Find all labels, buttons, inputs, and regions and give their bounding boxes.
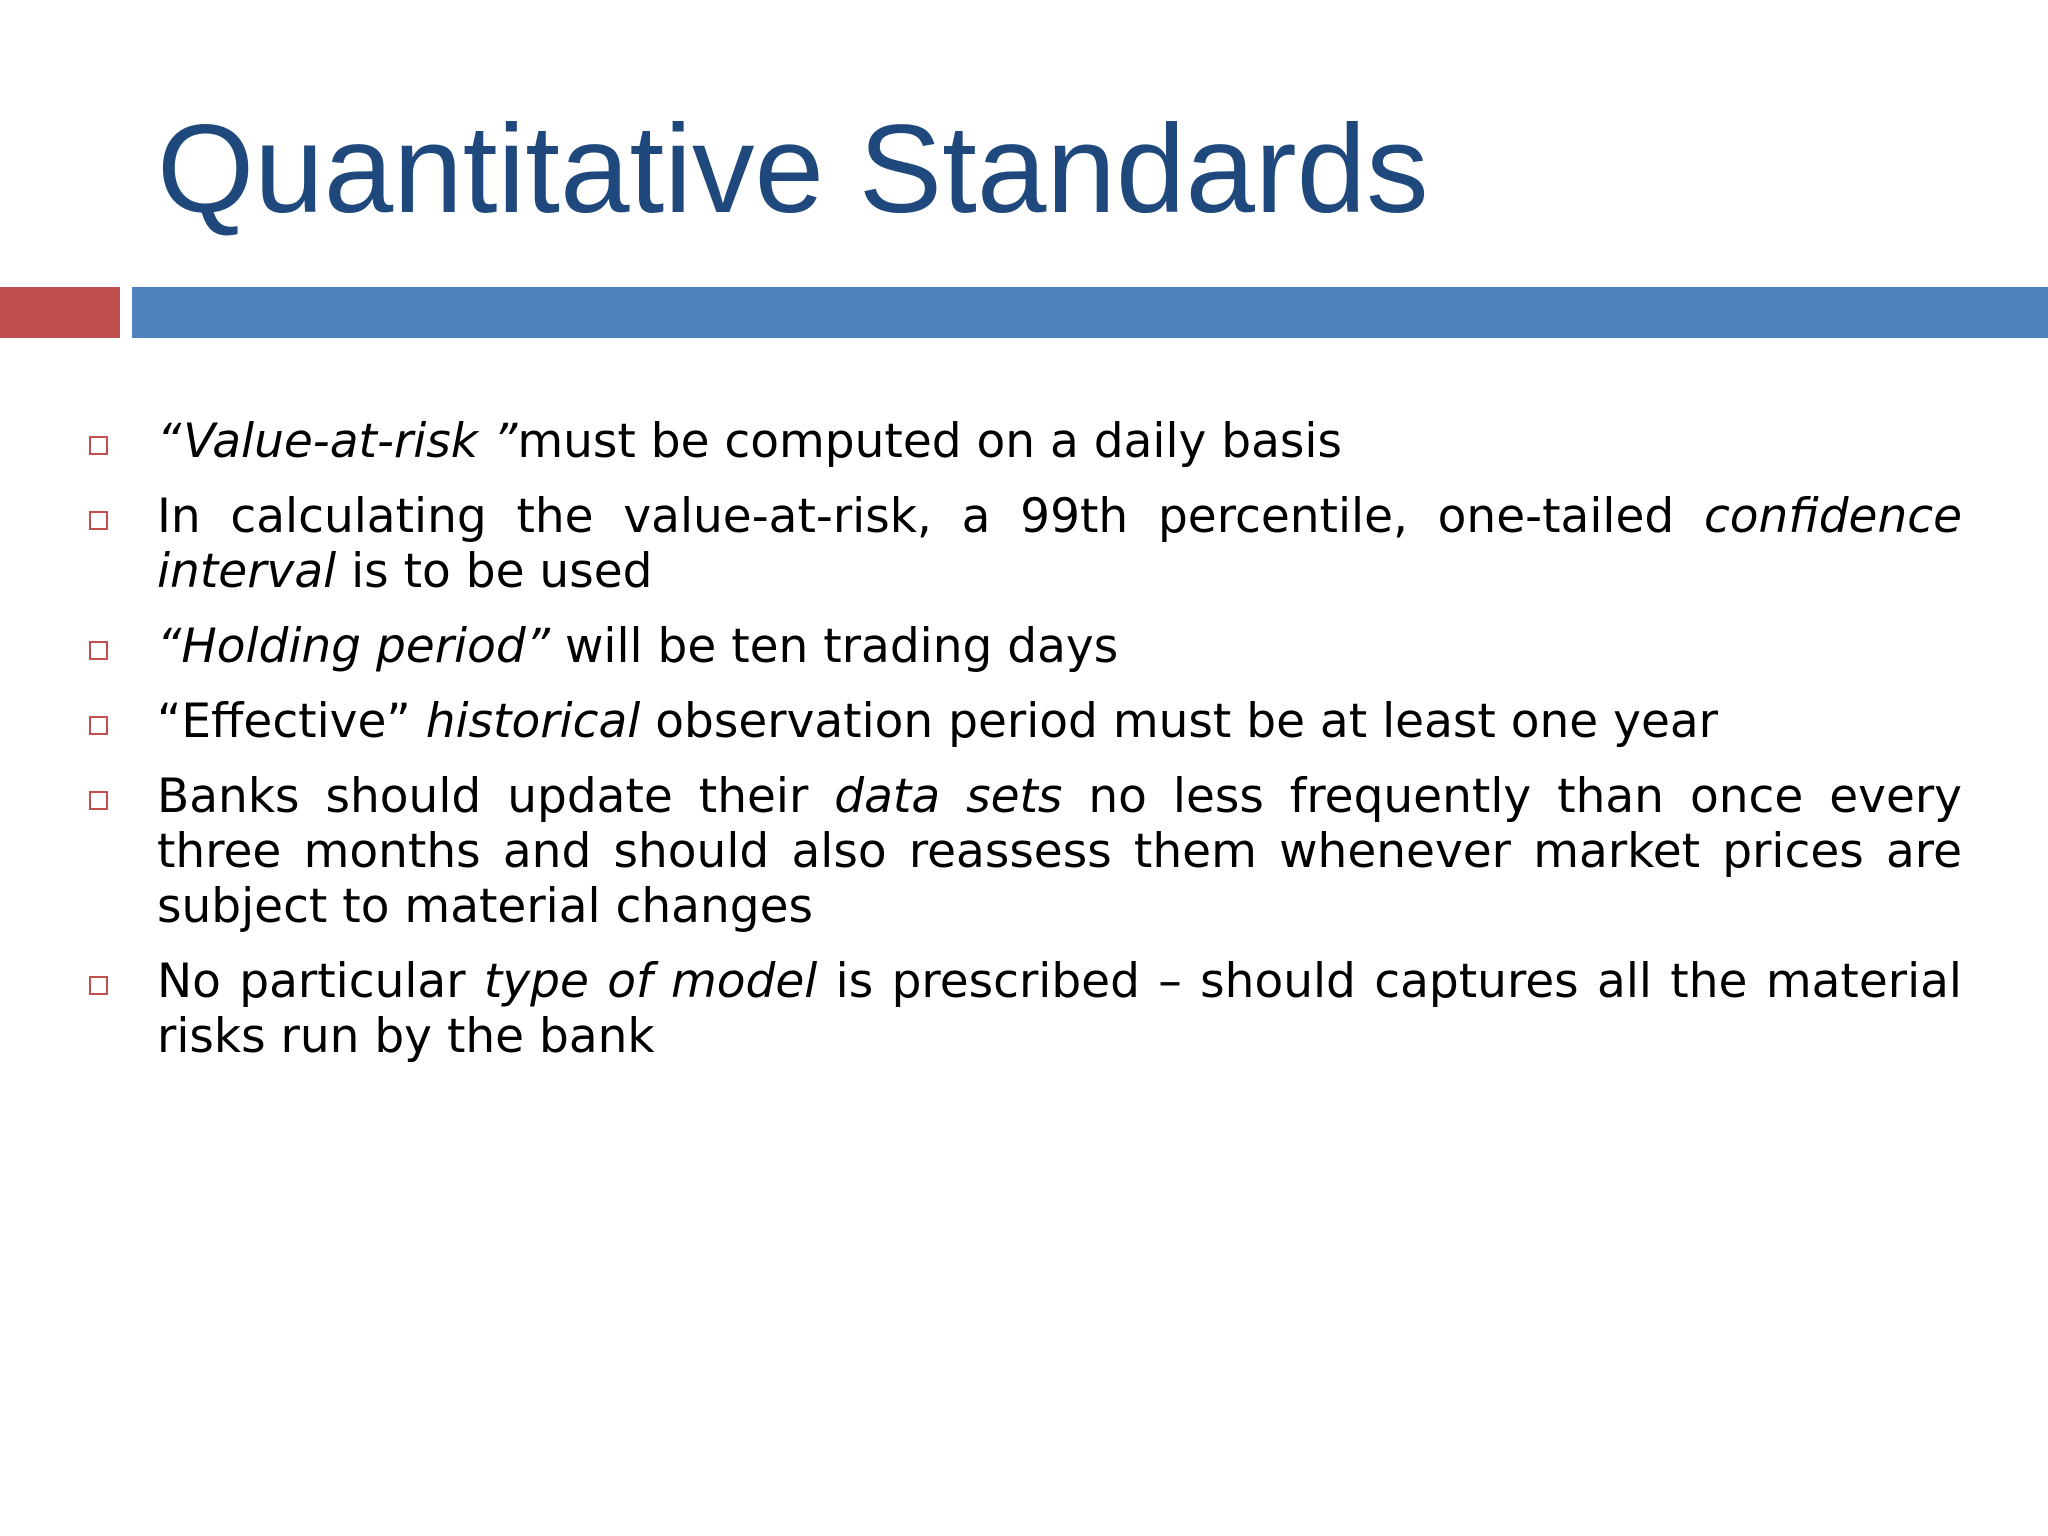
bullet-item [0,694,1962,749]
square-bullet-icon [89,716,108,735]
bullet-text: is to be used [336,544,653,599]
bullet-text: No particular [157,954,484,1009]
bullet-item [0,414,1962,469]
bullet-list [0,414,2048,1084]
bullet-text: Banks should update their [157,769,835,824]
bullet-item [0,619,1962,674]
bullet-text: is prescribed – should captures all the material risks run by the bank [157,954,1962,1064]
bullet-text: observation period must be at least one year [640,694,1718,749]
bullet-text: will be ten trading days [550,619,1119,674]
slide-title: Quantitative Standards [157,100,1429,239]
square-bullet-icon [89,511,108,530]
bullet-text-italic: data sets [834,769,1063,824]
square-bullet-icon [89,976,108,995]
bullet-text-italic: historical [425,694,641,749]
bullet-text-italic: type of model [483,954,818,1009]
bullet-text-italic: “Holding period” [157,619,551,674]
bullet-text-italic: confidence interval [157,489,1962,599]
bullet-text: no less frequently than once every three months and should also reassess them whenever market prices are subject to material changes [157,769,1962,934]
bullet-text: In calculating the value-at-risk, a 99th percentile, one-tailed [157,489,1704,544]
square-bullet-icon [89,791,108,810]
bullet-text: must be computed on a daily basis [517,414,1342,469]
bullet-text-italic: “Value-at-risk ” [157,414,518,469]
bullet-text: “Effective” [157,694,426,749]
bullet-item [0,489,1962,599]
square-bullet-icon [89,641,108,660]
title-accent-bar-red [0,287,120,338]
bullet-item [0,954,1962,1064]
square-bullet-icon [89,436,108,455]
title-accent-bar-blue [132,287,2048,338]
bullet-item [0,769,1962,934]
